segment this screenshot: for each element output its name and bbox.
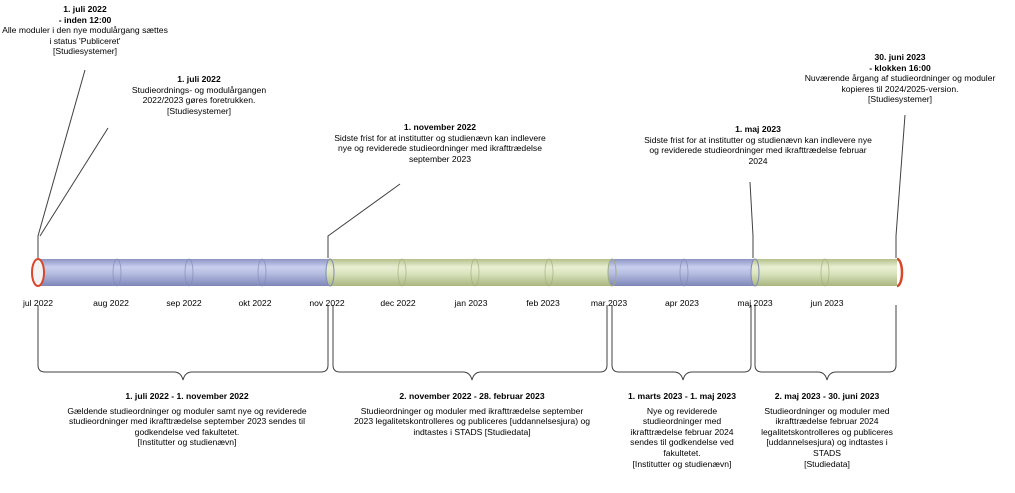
month-label: aug 2022 [93,298,129,308]
month-label: maj 2023 [737,298,773,308]
phase-mar-maj-2023 [617,391,747,469]
callout-line-event-1 [38,70,85,258]
month-label: jul 2022 [22,298,54,308]
end-cap [897,259,902,286]
event-description: Sidste frist for at institutter og studienævn kan indlevere nye og reviderede studieordninger med ikrafttrædelse februar 2024 [644,134,872,166]
callout-line-event-5 [896,115,905,258]
phase-title: 2. maj 2023 - 30. juni 2023 [774,391,880,401]
phase-title: 2. november 2022 - 28. februar 2023 [399,391,545,401]
event-description: Sidste frist for at institutter og studienævn kan indlevere nye og reviderede studieordninger med ikrafttrædelse september 2023 [334,132,546,164]
bracket-phase-2 [333,305,607,380]
phase-jul-nov-2022 [64,391,310,448]
event-preferred-year [113,74,285,116]
phase-description: Gældende studieordninger og moduler samt nye og reviderede studieordninger med ikrafttrædelse september 2023 sendes til godkendelse ved fakultetet. [67,405,307,437]
event-subtitle: - inden 12:00 [58,14,112,25]
segment-maj-jun-2023 [755,259,897,286]
event-responsible: [Studiesystemer] [868,94,932,105]
phase-description: Nye og reviderede studieordninger med ikrafttrædelse februar 2024 sendes til godkendelse ved fakultetet. [630,405,734,458]
event-responsible: [Studiesystemer] [53,46,117,57]
phase-responsible: [Studiedata] [804,458,850,469]
callout-line-event-4 [750,182,753,258]
event-title: 1. november 2022 [403,122,477,132]
month-label: sep 2022 [166,298,202,308]
event-description: Studieordnings- og modulårgangen 2022/2023 gøres foretrukken. [131,84,267,106]
event-title: 1. juli 2022 [63,4,107,14]
event-deadline-nov-2022 [330,122,550,164]
phase-responsible: [Institutter og studienævn] [632,458,732,469]
phase-responsible: [Institutter og studienævn] [137,437,237,448]
month-label: nov 2022 [309,298,345,308]
bracket-phase-1 [38,305,328,380]
phase-maj-jun-2023 [759,391,895,469]
month-label: dec 2022 [380,298,416,308]
event-title: 1. juli 2022 [177,74,221,84]
month-label: jun 2023 [810,298,844,308]
phase-brackets [38,305,896,380]
segment-jul-nov-2022 [38,259,330,286]
phase-title: 1. marts 2023 - 1. maj 2023 [628,391,736,401]
month-label: mar 2023 [590,298,628,308]
event-description: Nuværende årgang af studieordninger og moduler kopieres til 2024/2025-version. [804,73,996,94]
timeline-bar [32,259,902,286]
event-copy-year [788,52,1012,105]
month-label: okt 2022 [238,298,272,308]
event-description: Alle moduler i den nye modulårgang sættes i status 'Publiceret' [2,25,168,46]
event-responsible: [Studiesystemer] [167,105,231,116]
bracket-phase-3 [612,305,751,380]
month-label: feb 2023 [526,298,560,308]
event-title: 1. maj 2023 [735,124,781,134]
callout-line-event-3 [328,184,400,258]
event-deadline-maj-2023 [644,124,872,166]
month-label: apr 2023 [665,298,699,308]
month-label: jan 2023 [454,298,488,308]
event-title: 30. juni 2023 [874,52,926,62]
phase-nov-2022-feb-2023 [354,391,590,437]
phase-title: 1. juli 2022 - 1. november 2022 [125,391,249,401]
segment-mar-maj-2023 [612,259,755,286]
callout-line-event-2 [40,128,108,236]
bracket-phase-4 [755,305,896,380]
phase-description: Studieordninger og moduler med ikrafttrædelse februar 2024 legalitetskontrolleres og publiceres [uddannelsesjura) og indtastes i STADS [761,405,893,458]
phase-description: Studieordninger og moduler med ikrafttrædelse september 2023 legalitetskontrolleres og publiceres [uddannelsesjura) og indtastes i STADS [Studiedata] [354,405,591,437]
start-cap [32,259,44,286]
event-publish-modules [0,4,170,57]
event-subtitle: - klokken 16:00 [869,62,931,73]
